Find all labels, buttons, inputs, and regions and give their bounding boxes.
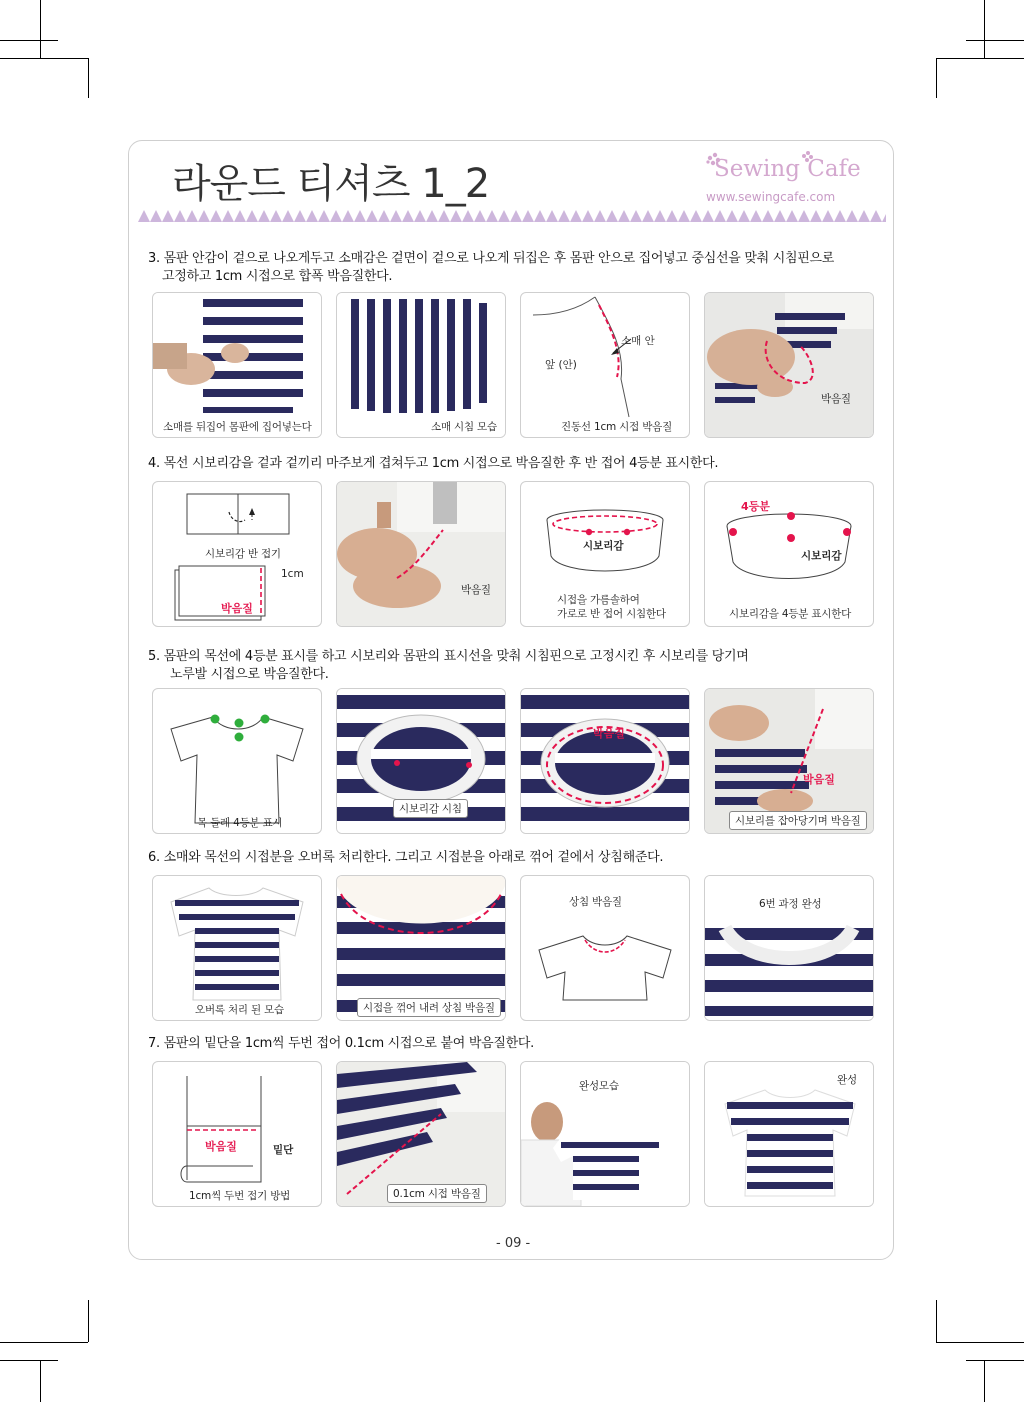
step-7-panel-2: [336, 1061, 506, 1207]
panel-caption: 소매를 뒤집어 몸판에 집어넣는다: [163, 421, 312, 433]
step-3-panel-1: [152, 292, 322, 438]
step-6-panel-3: [520, 875, 690, 1021]
crop-mark: [0, 58, 88, 59]
panel-caption: 박음질: [821, 393, 851, 405]
step-7-panel-1: [152, 1061, 322, 1207]
zigzag-divider: [138, 208, 886, 222]
panel-caption: 시보리감 시침: [393, 799, 468, 818]
step-7-text: 7. 몸판의 밑단을 1cm씩 두번 접어 0.1cm 시접으로 붙여 박음질한다.: [148, 1036, 534, 1051]
crop-mark: [0, 1342, 88, 1343]
label-stitch: 박음질: [803, 773, 835, 786]
label-front-inside: 앞 (안): [545, 359, 577, 371]
label-quarters: 4등분: [741, 500, 770, 513]
crop-mark: [0, 40, 58, 41]
panel-caption: 시보리감 반 접기: [205, 548, 281, 560]
step-4-panel-1: [152, 481, 322, 627]
crop-mark: [40, 1360, 41, 1402]
label-stitch: 박음질: [221, 602, 253, 615]
crop-mark: [936, 1300, 937, 1342]
panel-caption: 상침 박음질: [569, 896, 622, 908]
panel-caption: 시보리감을 4등분 표시한다: [729, 608, 852, 620]
panel-caption: 1cm씩 두번 접기 방법: [189, 1190, 291, 1202]
panel-caption: 박음질: [461, 584, 491, 596]
panel-caption: 완성모습: [579, 1080, 619, 1092]
crop-mark: [40, 0, 41, 58]
crop-mark: [984, 1360, 985, 1402]
panel-caption-line2: 가로로 반 접어 시침한다: [557, 608, 666, 620]
panel-caption: 오버록 처리 된 모습: [195, 1004, 284, 1016]
brand-logo: [704, 150, 864, 210]
label-1cm: 1cm: [281, 568, 304, 580]
label-ribbing: 시보리감: [801, 550, 842, 562]
panel-caption: 진동선 1cm 시접 박음질: [561, 421, 673, 433]
logo-name: Sewing Cafe: [714, 156, 861, 182]
step-3-panel-3: [520, 292, 690, 438]
panel-caption: 목 둘레 4등분 표시: [197, 817, 283, 829]
label-stitch: 박음질: [205, 1140, 237, 1153]
crop-mark: [936, 58, 937, 98]
panel-caption: 6번 과정 완성: [759, 898, 822, 910]
label-stitch: 박음질: [593, 727, 625, 740]
crop-mark: [0, 1360, 58, 1361]
step-6-panel-1: [152, 875, 322, 1021]
crop-mark: [936, 1342, 1024, 1343]
page-number: - 09 -: [496, 1236, 531, 1251]
step-4-text: 4. 목선 시보리감을 겉과 겉끼리 마주보게 겹쳐두고 1cm 시접으로 박음질한 후 반 접어 4등분 표시한다.: [148, 456, 719, 471]
step-7-panel-4: [704, 1061, 874, 1207]
label-ribbing: 시보리감: [583, 540, 624, 552]
crop-mark: [88, 58, 89, 98]
step-4-panel-4: [704, 481, 874, 627]
logo-url: www.sewingcafe.com: [706, 190, 836, 204]
panel-caption: 0.1cm 시접 박음질: [387, 1184, 487, 1203]
label-sleeve-inside: 소매 안: [621, 335, 655, 347]
panel-caption: 시보리를 잡아당기며 박음질: [729, 811, 867, 830]
step-4-panel-2: [336, 481, 506, 627]
crop-mark: [936, 58, 1024, 59]
panel-caption: 시접을 꺾어 내려 상침 박음질: [357, 998, 501, 1017]
step-5-panel-2: [336, 688, 506, 834]
step-5-panel-1: [152, 688, 322, 834]
label-hem: 밑단: [273, 1144, 294, 1156]
page-title: 라운드 티셔츠 1_2: [172, 161, 490, 207]
step-5-text: 5. 몸판의 목선에 4등분 표시를 하고 시보리와 몸판의 표시선을 맞춰 시침핀으로 고정시킨 후 시보리를 당기며 노루발 시접으로 박음질한다.: [148, 649, 749, 682]
panel-caption-line1: 시접을 가름솔하여: [557, 594, 640, 606]
panel-caption: 소매 시침 모습: [431, 421, 497, 433]
crop-mark: [984, 0, 985, 58]
crop-mark: [88, 1300, 89, 1342]
step-3-text: 3. 몸판 안감이 겉으로 나오게두고 소매감은 겉면이 겉으로 나오게 뒤집은 후 몸판 안으로 집어넣고 중심선을 맞춰 시침핀으로 고정하고 1cm 시접으로 합폭 박음질한다.: [148, 251, 835, 284]
step-6-text: 6. 소매와 목선의 시접분을 오버록 처리한다. 그리고 시접분을 아래로 꺾어 겉에서 상침해준다.: [148, 850, 664, 865]
step-6-panel-2: [336, 875, 506, 1021]
step-3-panel-4: [704, 292, 874, 438]
step-3-panel-2: [336, 292, 506, 438]
crop-mark: [966, 1360, 1024, 1361]
step-4-panel-3: [520, 481, 690, 627]
step-5-panel-3: [520, 688, 690, 834]
panel-caption: 완성: [837, 1074, 857, 1086]
step-7-panel-3: [520, 1061, 690, 1207]
step-5-panel-4: [704, 688, 874, 834]
step-6-panel-4: [704, 875, 874, 1021]
crop-mark: [966, 40, 1024, 41]
